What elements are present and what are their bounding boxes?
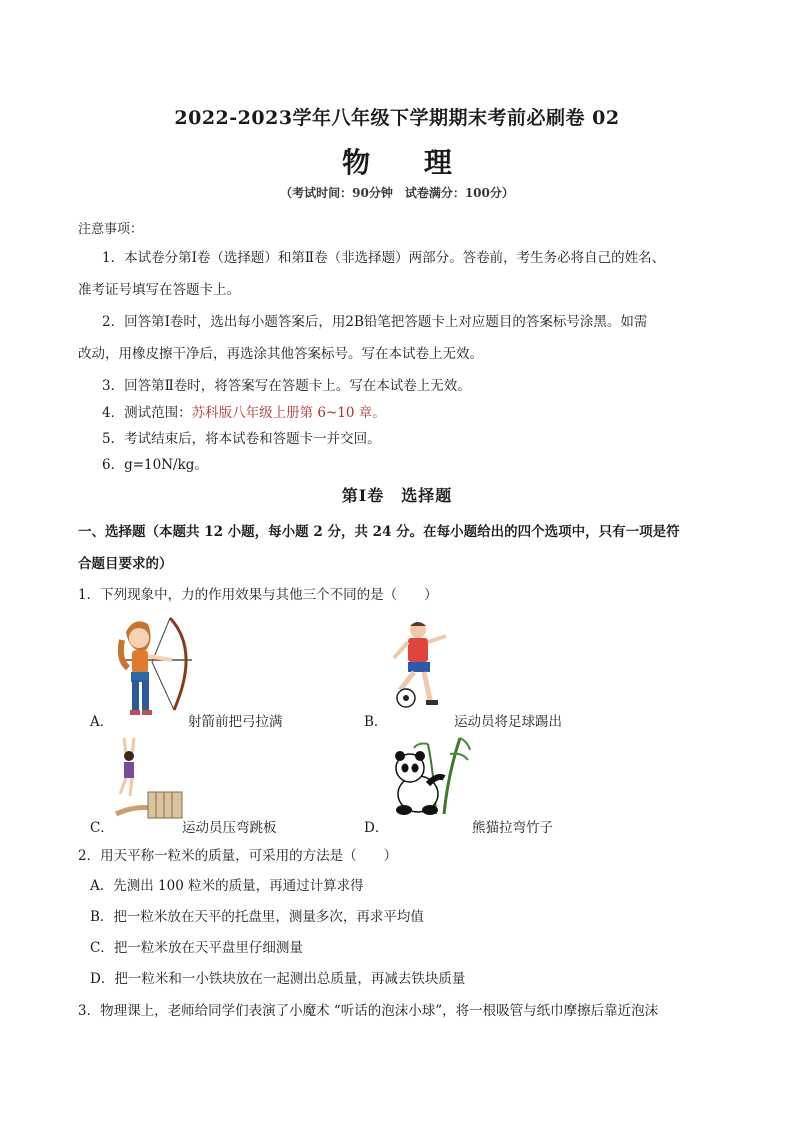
q1-option-b-letter: B． — [364, 714, 388, 730]
note-5: 5．考试结束后，将本试卷和答题卡一并交回。 — [102, 431, 381, 447]
note-1-line2: 准考证号填写在答题卡上。 — [78, 282, 240, 298]
q1-option-d-letter: D． — [364, 820, 389, 836]
q1-option-b-text: 运动员将足球踢出 — [454, 714, 562, 730]
note-2-line1: 2．回答第Ⅰ卷时，选出每小题答案后，用2B铅笔把答题卡上对应题目的答案标号涂黑。如需 — [102, 314, 648, 330]
q1-option-c-text: 运动员压弯跳板 — [182, 820, 277, 836]
part1-head-line2: 合题目要求的） — [78, 556, 173, 572]
soccer-player-image — [388, 618, 458, 714]
exam-info: （考试时间：90分钟 试卷满分：100分） — [280, 186, 514, 200]
q1-option-c-letter: C． — [90, 820, 114, 836]
note-1-line1: 1．本试卷分第Ⅰ卷（选择题）和第Ⅱ卷（非选择题）两部分。答卷前，考生务必将自己的姓名、 — [102, 250, 666, 266]
q1-stem: 1．下列现象中，力的作用效果与其他三个不同的是（ ） — [78, 587, 438, 603]
subject-title: 物 理 — [342, 146, 474, 179]
note-4-range: 苏科版八年级上册第 6~10 章。 — [191, 405, 386, 421]
notes-label: 注意事项： — [78, 222, 144, 237]
note-2-line2: 改动，用橡皮擦干净后，再选涂其他答案标号。写在本试卷上无效。 — [78, 346, 483, 362]
archer-girl-image — [112, 610, 202, 720]
note-4 — [102, 401, 386, 421]
note-6: 6．g=10N/kg。 — [102, 457, 208, 473]
q2-option-d: D．把一粒米和一小铁块放在一起测出总质量，再减去铁块质量 — [90, 971, 466, 987]
note-3: 3．回答第Ⅱ卷时，将答案写在答题卡上。写在本试卷上无效。 — [102, 378, 471, 394]
diver-springboard-image — [112, 736, 190, 822]
section-title: 第Ⅰ卷 选择题 — [341, 486, 453, 505]
note-4-prefix: 4．测试范围： — [102, 405, 192, 421]
q1-option-a-letter: A． — [90, 714, 114, 730]
exam-title: 2022-2023学年八年级下学期期末考前必刷卷 02 — [174, 107, 620, 129]
q2-option-b: B．把一粒米放在天平的托盘里，测量多次，再求平均值 — [90, 909, 424, 925]
q3-stem: 3．物理课上，老师给同学们表演了小魔术 “听话的泡沫小球”，将一根吸管与纸巾摩擦后靠近泡沫 — [78, 1003, 659, 1019]
q1-option-d-text: 熊猫拉弯竹子 — [472, 820, 553, 836]
q2-stem: 2．用天平称一粒米的质量，可采用的方法是（ ） — [78, 848, 398, 864]
panda-bamboo-image — [388, 734, 472, 818]
q1-option-a-text: 射箭前把弓拉满 — [188, 714, 283, 730]
q2-option-c: C．把一粒米放在天平盘里仔细测量 — [90, 940, 303, 956]
q2-option-a: A．先测出 100 粒米的质量，再通过计算求得 — [90, 878, 364, 894]
part1-head-line1: 一、选择题（本题共 12 小题，每小题 2 分，共 24 分。在每小题给出的四个选项中，只有一项是符 — [78, 524, 680, 540]
